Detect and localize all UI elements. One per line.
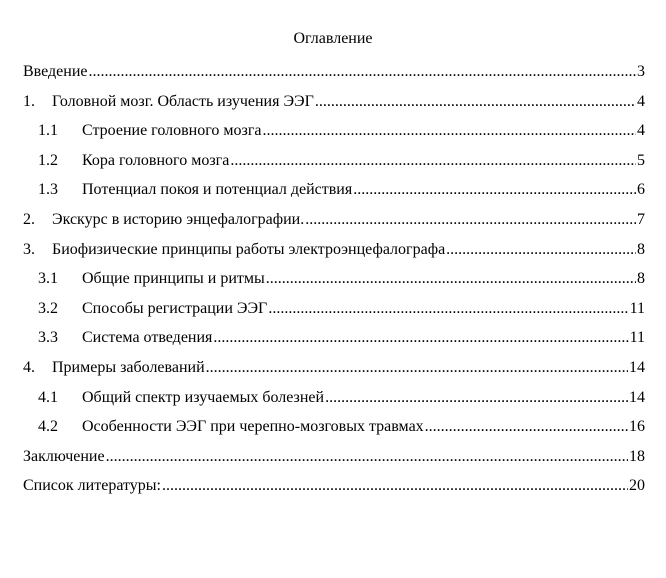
toc-entry-page: 6	[637, 181, 645, 199]
toc-entry[interactable]	[23, 299, 645, 329]
toc-entry-page: 11	[629, 329, 645, 347]
toc-entry-page: 8	[637, 270, 645, 288]
toc-entry-label: Головной мозг. Область изучения ЭЭГ	[52, 92, 314, 110]
toc-entry-page: 16	[629, 418, 645, 436]
toc-entry-number: 1.	[23, 92, 35, 110]
toc-title: Оглавление	[293, 30, 373, 47]
toc-entry-page: 5	[637, 151, 645, 169]
toc-entry-label: Экскурс в историю энцефалографии.	[52, 210, 305, 228]
toc-entry-label: Введение	[23, 63, 88, 80]
toc-entry[interactable]	[23, 476, 645, 506]
toc-entry[interactable]	[23, 328, 645, 358]
toc-entry-page: 14	[629, 388, 645, 406]
toc-entry-leader	[206, 358, 628, 378]
toc-entry-number: 4.1	[38, 388, 58, 406]
toc-entry-page: 8	[637, 240, 645, 258]
toc-entry-leader	[213, 328, 628, 348]
toc-entry-label: Общий спектр изучаемых болезней	[82, 388, 325, 406]
toc-entry-number: 1.3	[38, 181, 58, 199]
toc-entry-leader	[106, 447, 628, 467]
toc-entry-leader	[305, 210, 636, 230]
toc-entry-leader	[162, 476, 628, 496]
toc-entry[interactable]	[23, 447, 645, 477]
toc-entry-label: Способы регистрации ЭЭГ	[82, 299, 268, 317]
toc-entry-leader	[446, 240, 636, 260]
toc-entry-page: 20	[629, 477, 645, 495]
toc-entry-number: 4.2	[38, 418, 58, 436]
toc-entry[interactable]	[23, 269, 645, 299]
toc-entry-number: 3.	[23, 240, 35, 258]
toc-entry-label: Заключение	[23, 447, 105, 465]
toc-entry-page: 11	[629, 299, 645, 317]
toc-entry-leader	[89, 62, 637, 82]
toc-entry-label: Система отведения	[82, 329, 213, 347]
toc-entry-number: 3.1	[38, 270, 58, 288]
toc-entry-number: 2.	[23, 210, 35, 228]
toc-entry[interactable]	[23, 210, 645, 240]
toc-entry[interactable]	[23, 417, 645, 447]
toc-entry-label: Потенциал покоя и потенциал действия	[82, 181, 353, 199]
toc-entry[interactable]	[23, 240, 645, 270]
toc-entry-page: 18	[629, 447, 645, 465]
toc-entry-label: Кора головного мозга	[82, 151, 230, 169]
toc-entry-leader	[266, 269, 636, 289]
toc-entry[interactable]	[23, 358, 645, 388]
toc-list	[23, 62, 645, 506]
toc-entry-number: 3.3	[38, 329, 58, 347]
toc-entry[interactable]	[23, 388, 645, 418]
toc-entry-page: 4	[637, 122, 645, 140]
toc-entry-leader	[263, 121, 637, 141]
toc-entry-label: Общие принципы и ритмы	[82, 270, 265, 288]
toc-entry-leader	[230, 151, 636, 171]
toc-entry-page: 14	[629, 358, 645, 376]
toc-entry-label: Биофизические принципы работы электроэнцефалографа	[52, 240, 446, 258]
toc-entry-leader	[325, 388, 628, 408]
toc-entry-number: 4.	[23, 358, 35, 376]
toc-entry-number: 3.2	[38, 299, 58, 317]
toc-entry-leader	[268, 299, 628, 319]
toc-entry-label: Список литературы:	[23, 477, 161, 495]
toc-entry[interactable]	[23, 62, 645, 92]
toc-entry-page: 7	[637, 210, 645, 228]
toc-entry-label: Примеры заболеваний	[52, 358, 205, 376]
toc-entry-leader	[425, 417, 628, 437]
toc-entry-label: Особенности ЭЭГ при черепно-мозговых травмах	[82, 418, 424, 436]
toc-entry-leader	[315, 92, 636, 112]
toc-entry-page: 4	[637, 92, 645, 110]
toc-entry[interactable]	[23, 92, 645, 122]
toc-entry-label: Строение головного мозга	[82, 122, 262, 140]
toc-entry-number: 1.1	[38, 122, 58, 140]
toc-entry-number: 1.2	[38, 151, 58, 169]
toc-entry[interactable]	[23, 121, 645, 151]
toc-entry[interactable]	[23, 180, 645, 210]
toc-entry-leader	[353, 180, 636, 200]
toc-entry[interactable]	[23, 151, 645, 181]
toc-entry-page: 3	[637, 63, 645, 80]
